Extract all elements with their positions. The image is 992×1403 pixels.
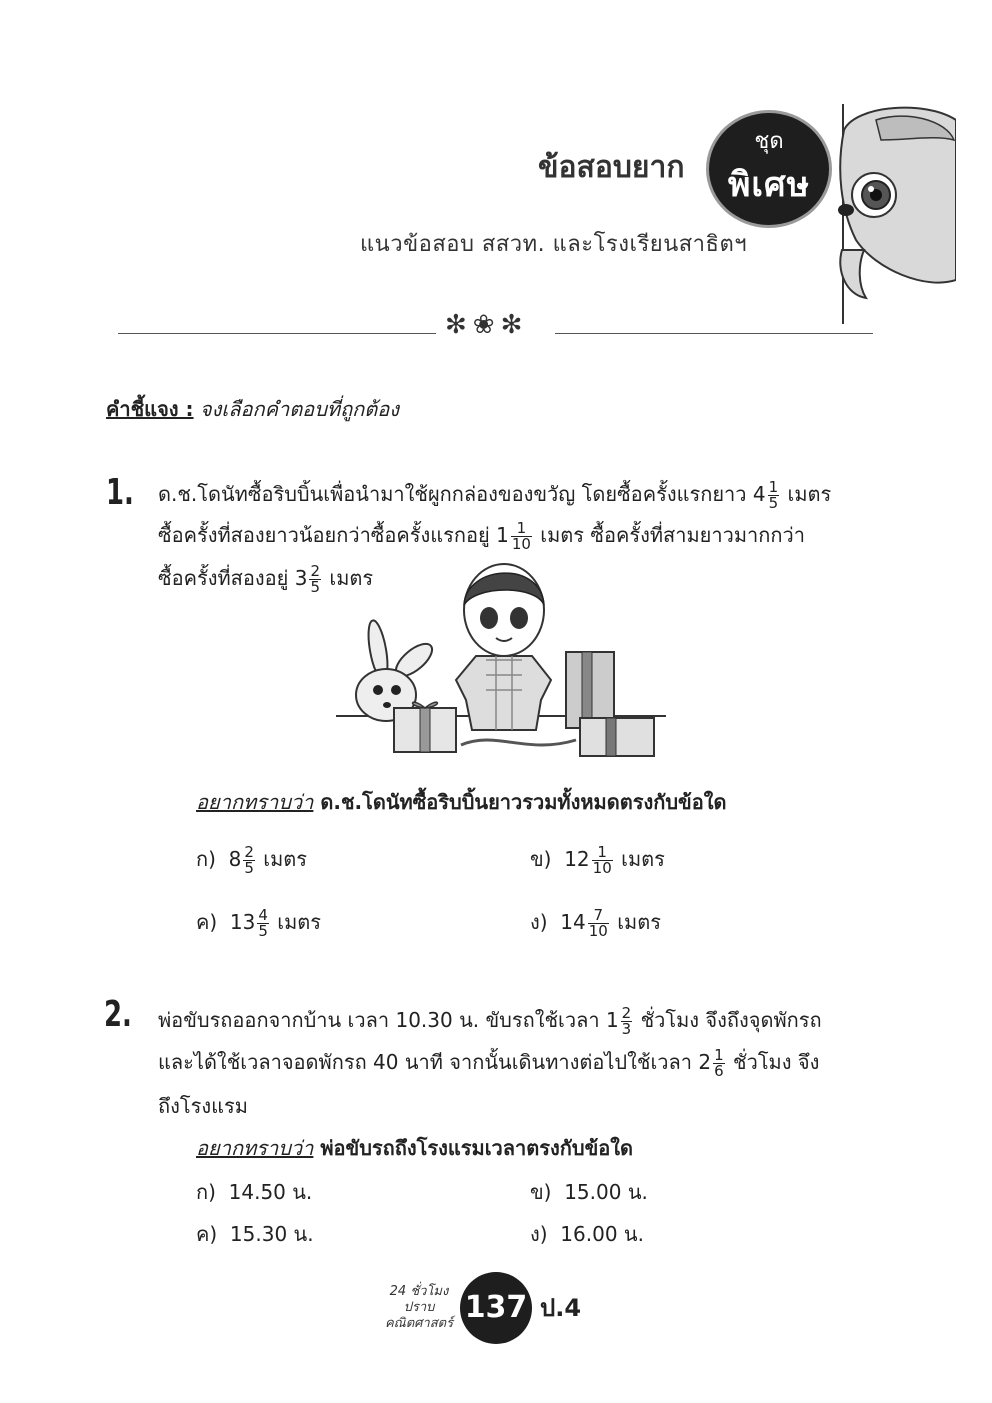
fraction-numerator: 1 xyxy=(768,478,779,496)
q2-line2-text: และได้ใช้เวลาจอดพักรถ 40 นาที จากนั้นเดินทางต่อไปใช้เวลา 2 xyxy=(158,1050,712,1074)
choice-key: ก) xyxy=(196,1180,216,1204)
fraction-numerator: 1 xyxy=(714,1046,724,1064)
choice-key: ค) xyxy=(196,1222,218,1246)
fraction-numerator: 4 xyxy=(258,906,268,924)
choice-text: 16.00 น. xyxy=(560,1222,644,1246)
choice-key: ข) xyxy=(530,1180,552,1204)
book-title-line-2: ปราบ xyxy=(403,1300,435,1315)
choice-unit: เมตร xyxy=(277,910,322,934)
choice-key: ง) xyxy=(530,1222,548,1246)
q1-choice-c[interactable] xyxy=(196,906,321,939)
fraction-denominator: 6 xyxy=(714,1062,724,1080)
question-2-line-2 xyxy=(158,1046,819,1079)
choice-unit: เมตร xyxy=(617,910,661,934)
divider-left xyxy=(118,333,436,334)
fraction-numerator: 7 xyxy=(588,908,609,924)
fraction xyxy=(592,845,613,876)
ask-label: อยากทราบว่า xyxy=(196,1136,314,1160)
fraction xyxy=(768,480,780,511)
choice-unit: เมตร xyxy=(263,847,308,871)
book-title xyxy=(374,1284,464,1332)
bunny-mascot-illustration xyxy=(836,100,956,310)
fraction xyxy=(257,908,269,939)
fraction-numerator: 1 xyxy=(592,845,613,861)
book-title-line-1: 24 ชั่วโมง xyxy=(389,1284,449,1299)
flower-ornament: ✻❀✻ xyxy=(445,310,529,340)
choice-whole: 13 xyxy=(229,910,256,934)
choice-text: 15.00 น. xyxy=(564,1180,648,1204)
instruction xyxy=(106,393,399,425)
page-subtitle: แนวข้อสอบ สสวท. และโรงเรียนสาธิตฯ xyxy=(360,232,748,257)
ask-question: ด.ช.โดนัทซื้อริบบิ้นยาวรวมทั้งหมดตรงกับข้อใด xyxy=(313,790,727,814)
question-2-line-1 xyxy=(158,1004,822,1037)
q1-line2-text: ซื้อครั้งที่สองยาวน้อยกว่าซื้อครั้งแรกอยู่ 1 xyxy=(158,523,509,547)
instruction-text: จงเลือกคำตอบที่ถูกต้อง xyxy=(199,397,400,421)
choice-whole: 8 xyxy=(228,847,242,871)
page-title: ข้อสอบยาก xyxy=(538,150,685,185)
fraction xyxy=(588,908,609,939)
fraction xyxy=(621,1006,633,1037)
q2-choice-d[interactable] xyxy=(530,1218,644,1250)
question-1-line-1 xyxy=(158,478,831,511)
q2-line1-text: พ่อขับรถออกจากบ้าน เวลา 10.30 น. ขับรถใช้เวลา 1 xyxy=(158,1008,619,1032)
book-title-line-3: คณิตศาสตร์ xyxy=(384,1316,454,1331)
q2-choice-b[interactable] xyxy=(530,1176,648,1208)
fraction-denominator: 10 xyxy=(592,859,612,877)
fraction-denominator: 5 xyxy=(768,494,779,512)
fraction-numerator: 2 xyxy=(621,1004,632,1022)
fraction-denominator: 5 xyxy=(258,922,268,940)
q1-line1-unit: เมตร xyxy=(781,482,832,506)
fraction-denominator: 10 xyxy=(511,535,531,553)
fraction-denominator: 10 xyxy=(588,922,608,940)
boy-wrapping-gifts-illustration xyxy=(336,560,666,760)
fraction-denominator: 5 xyxy=(244,859,254,877)
fraction-denominator: 5 xyxy=(310,578,320,596)
page-number: 137 xyxy=(460,1272,532,1344)
fraction xyxy=(713,1048,725,1079)
question-1-prompt xyxy=(196,786,726,818)
q2-line2-text-end: ชั่วโมง จึง xyxy=(726,1050,820,1074)
special-set-badge xyxy=(706,110,832,228)
fraction-numerator: 2 xyxy=(310,562,320,580)
badge-main-label: พิเศษ xyxy=(727,165,811,205)
badge-top-label: ชุด xyxy=(754,129,784,154)
q1-choice-a[interactable] xyxy=(196,843,307,876)
ask-question: พ่อขับรถถึงโรงแรมเวลาตรงกับข้อใด xyxy=(313,1136,633,1160)
choice-key: ง) xyxy=(530,910,548,934)
fraction-denominator: 3 xyxy=(621,1020,632,1038)
fraction xyxy=(243,845,255,876)
instruction-label: คำชี้แจง : xyxy=(106,397,194,421)
choice-key: ก) xyxy=(196,847,216,871)
choice-text: 14.50 น. xyxy=(228,1180,313,1204)
grade-label: ป.4 xyxy=(540,1294,582,1322)
q1-choice-d[interactable] xyxy=(530,906,661,939)
q2-choice-c[interactable] xyxy=(196,1218,314,1250)
choice-text: 15.30 น. xyxy=(229,1222,314,1246)
fraction-numerator: 1 xyxy=(511,521,532,537)
q2-choice-a[interactable] xyxy=(196,1176,312,1208)
question-1-line-2 xyxy=(158,519,805,552)
q2-line1-text-end: ชั่วโมง จึงถึงจุดพักรถ xyxy=(634,1008,822,1032)
q1-line3-unit: เมตร xyxy=(323,566,374,590)
choice-key: ข) xyxy=(530,847,552,871)
ask-label: อยากทราบว่า xyxy=(196,790,314,814)
question-2-line-3: ถึงโรงแรม xyxy=(158,1094,248,1118)
question-1-number: 1. xyxy=(106,472,134,513)
q1-line1-text: ด.ช.โดนัทซื้อริบบิ้นเพื่อนำมาใช้ผูกกล่องของขวัญ โดยซื้อครั้งแรกยาว 4 xyxy=(158,482,766,506)
fraction xyxy=(511,521,532,552)
q1-line2-text-end: เมตร ซื้อครั้งที่สามยาวมากกว่า xyxy=(533,523,805,547)
question-2-number: 2. xyxy=(104,994,132,1035)
choice-whole: 14 xyxy=(560,910,586,934)
fraction xyxy=(309,564,321,595)
choice-key: ค) xyxy=(196,910,218,934)
q1-line3-text: ซื้อครั้งที่สองอยู่ 3 xyxy=(158,566,308,590)
question-2-prompt xyxy=(196,1132,633,1164)
fraction-numerator: 2 xyxy=(244,843,254,861)
choice-unit: เมตร xyxy=(621,847,665,871)
divider-right xyxy=(555,333,873,334)
q1-choice-b[interactable] xyxy=(530,843,665,876)
choice-whole: 12 xyxy=(564,847,590,871)
